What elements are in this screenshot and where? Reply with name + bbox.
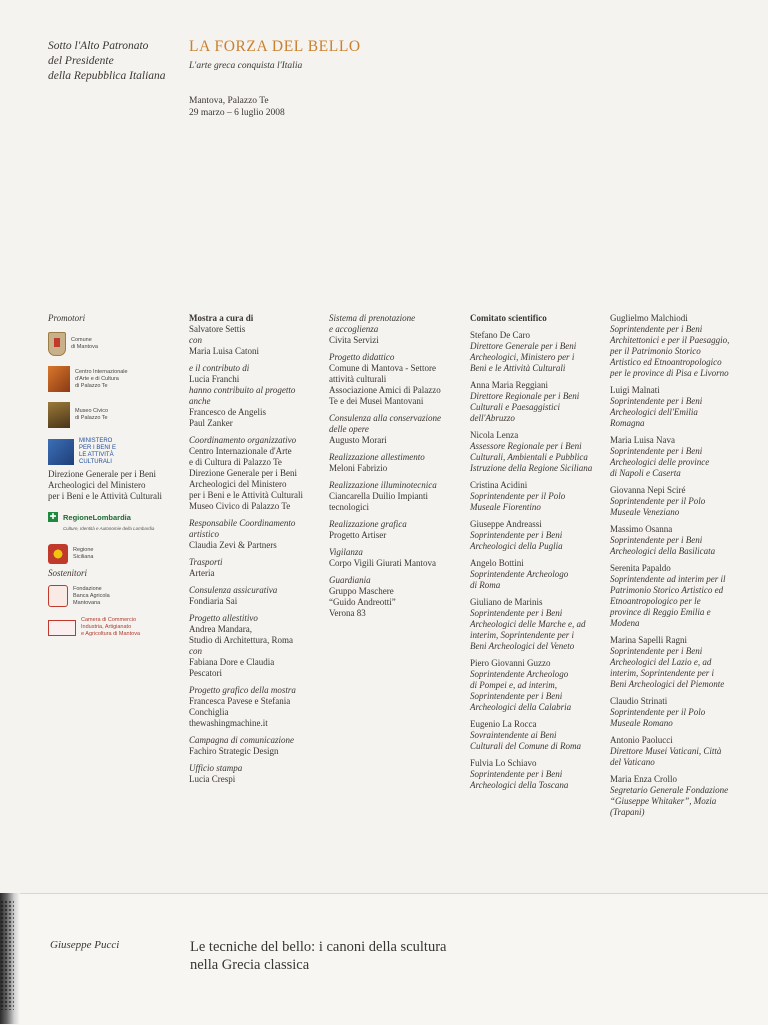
logo-text: CULTURALI xyxy=(79,459,112,465)
name-line: Fondiaria Sai xyxy=(189,596,238,606)
role-line: Ufficio stampa xyxy=(189,763,243,773)
exhibition-place: Mantova, Palazzo Te xyxy=(189,96,269,106)
exhibition-title: LA FORZA DEL BELLO xyxy=(189,38,361,55)
role-line: (Trapani) xyxy=(610,807,645,817)
name-line: Eugenio La Rocca xyxy=(470,719,537,729)
role-line: Beni e le Attività Culturali xyxy=(470,363,566,373)
role-line: Romagna xyxy=(610,418,645,428)
role-line: per il Patrimonio Storico xyxy=(610,346,701,356)
role-line: Archeologici della Toscana xyxy=(470,780,569,790)
role-line: province di Reggio Emilia e xyxy=(610,607,711,617)
name-line: Maria Luisa Nava xyxy=(610,435,675,445)
role-line: Culturali del Comune di Roma xyxy=(470,741,581,751)
centro-logo-icon xyxy=(48,366,70,392)
role-line: Soprintendente per il Polo xyxy=(610,496,706,506)
name-line: Giovanna Nepi Sciré xyxy=(610,485,686,495)
scientific-committee-column-2 xyxy=(610,313,760,818)
role-line: Soprintendente per il Polo xyxy=(470,491,566,501)
name-line: Marina Sapelli Ragni xyxy=(610,635,687,645)
regione-sicilia-logo xyxy=(48,544,173,564)
patronage-line: Sotto l'Alto Patronato xyxy=(48,40,149,52)
role-line: Sovraintendente ai Beni xyxy=(470,730,557,740)
role-line: Museale Veneziano xyxy=(610,507,680,517)
exhibition-dates: 29 marzo – 6 luglio 2008 xyxy=(189,108,285,118)
museo-civico-logo xyxy=(48,402,173,428)
name-line: Augusto Morari xyxy=(329,435,387,445)
role-line: anche xyxy=(189,396,211,406)
credits-column-services xyxy=(329,313,459,619)
role-line: Artistico ed Etnoantropologico xyxy=(610,357,722,367)
role-line: Sistema di prenotazione xyxy=(329,313,416,323)
role-line: dell'Abruzzo xyxy=(470,413,515,423)
role-line: Istruzione della Regione Siciliana xyxy=(470,463,593,473)
name-line: Cristina Acidini xyxy=(470,480,528,490)
name-line: Maria Enza Crollo xyxy=(610,774,677,784)
fondazione-logo xyxy=(48,585,173,607)
role-line: delle opere xyxy=(329,424,369,434)
name-line: Museo Civico di Palazzo Te xyxy=(189,501,291,511)
name-line: Fulvia Lo Schiavo xyxy=(470,758,537,768)
name-line: Lucia Crespi xyxy=(189,774,236,784)
role-line: Progetto didattico xyxy=(329,352,395,362)
role-line: Consulenza assicurativa xyxy=(189,585,278,595)
role-line: Progetto grafico della mostra xyxy=(189,685,296,695)
role-line: del Vaticano xyxy=(610,757,655,767)
name-line: Guglielmo Malchiodi xyxy=(610,313,688,323)
name-line: Meloni Fabrizio xyxy=(329,463,388,473)
role-line: Archeologici della Calabria xyxy=(470,702,572,712)
role-line: Soprintendente per i Beni xyxy=(470,769,563,779)
logo-text: Industria, Artigianato xyxy=(81,624,132,630)
name-line: Archeologici del Ministero xyxy=(189,479,287,489)
name-line: Francesca Pavese e Stefania xyxy=(189,696,291,706)
name-line: Antonio Paolucci xyxy=(610,735,673,745)
lombardia-cross-icon: ✚ xyxy=(49,512,57,521)
name-line: Claudio Strinati xyxy=(610,696,668,706)
name-line: per i Beni e le Attività Culturali xyxy=(189,490,303,500)
role-line: e il contributo di xyxy=(189,363,250,373)
chapter-title-line: Le tecniche del bello: i canoni della scultura xyxy=(190,939,447,955)
role-line: di Roma xyxy=(470,580,501,590)
logo-text: di Palazzo Te xyxy=(75,382,108,389)
name-line: Massimo Osanna xyxy=(610,524,673,534)
role-line: e accoglienza xyxy=(329,324,379,334)
chapter-title-line: nella Grecia classica xyxy=(190,957,310,973)
role-line: Soprintendente per i Beni xyxy=(610,324,703,334)
name-line: Giuseppe Andreassi xyxy=(470,519,542,529)
name-line: Comune di Mantova - Settore xyxy=(329,363,436,373)
text-line: Direzione Generale per i Beni xyxy=(48,469,156,479)
direzione-generale-text xyxy=(48,469,173,502)
patronage-line: della Repubblica Italiana xyxy=(48,70,166,82)
role-line: Campagna di comunicazione xyxy=(189,735,294,745)
section-heading: Mostra a cura di xyxy=(189,313,254,323)
name-line: Maria Luisa Catoni xyxy=(189,346,259,356)
role-line: Archeologici, Ministero per i xyxy=(470,352,575,362)
role-line: Soprintendente per il Polo xyxy=(610,707,706,717)
role-line: Assessore Regionale per i Beni xyxy=(470,441,582,451)
name-line: thewashingmachine.it xyxy=(189,718,268,728)
sostenitori-heading: Sostenitori xyxy=(48,568,88,578)
role-line: Patrimonio Storico Artistico ed xyxy=(610,585,724,595)
name-line: Fabiana Dore e Claudia xyxy=(189,657,275,667)
name-line: Associazione Amici di Palazzo xyxy=(329,385,441,395)
role-line: Soprintendente Archeologo xyxy=(470,669,569,679)
regione-lombardia-logo xyxy=(48,512,173,534)
role-line: Vigilanza xyxy=(329,547,363,557)
logo-text: RegioneLombardia xyxy=(63,513,131,522)
name-line: e di Cultura di Palazzo Te xyxy=(189,457,282,467)
section-heading: Comitato scientifico xyxy=(470,313,547,323)
name-line: Paul Zanker xyxy=(189,418,233,428)
logo-text: MINISTERO xyxy=(79,438,113,444)
name-line: Te e dei Musei Mantovani xyxy=(329,396,424,406)
name-line: Corpo Vigili Giurati Mantova xyxy=(329,558,437,568)
museo-logo-icon xyxy=(48,402,70,428)
role-line: interim, Soprintendente per i xyxy=(610,668,714,678)
role-line: Trasporti xyxy=(189,557,223,567)
name-line: Arteria xyxy=(189,568,215,578)
role-line: Guardiania xyxy=(329,575,371,585)
role-line: Soprintendente per i Beni xyxy=(610,446,703,456)
name-line: Direzione Generale per i Beni xyxy=(189,468,297,478)
name-line: “Guido Andreotti” xyxy=(329,597,396,607)
role-line: “Giuseppe Whitaker”, Mozia xyxy=(610,796,717,806)
role-line: Consulenza alla conservazione xyxy=(329,413,441,423)
camera-commercio-logo xyxy=(48,617,173,638)
role-line: Museale Fiorentino xyxy=(470,502,541,512)
logo-text: Comune xyxy=(71,337,92,343)
role-line: Soprintendente ad interim per il xyxy=(610,574,726,584)
promoters-column xyxy=(48,313,173,648)
role-line: Modena xyxy=(610,618,640,628)
name-line: attività culturali xyxy=(329,374,387,384)
name-line: Centro Internazionale d'Arte xyxy=(189,446,292,456)
role-line: Soprintendente per i Beni xyxy=(610,646,703,656)
name-line: Andrea Mandara, xyxy=(189,624,252,634)
role-line: Responsabile Coordinamento xyxy=(189,518,296,528)
name-line: Luigi Malnati xyxy=(610,385,660,395)
text-line: per i Beni e le Attività Culturali xyxy=(48,491,162,501)
role-line: Progetto allestitivo xyxy=(189,613,258,623)
logo-text: Mantovana xyxy=(73,599,101,606)
role-line: Soprintendente Archeologo xyxy=(470,569,569,579)
logo-text: PER I BENI E xyxy=(79,445,117,451)
role-line: Realizzazione grafica xyxy=(329,519,407,529)
name-line: Studio di Architettura, Roma xyxy=(189,635,293,645)
role-line: Museale Romano xyxy=(610,718,673,728)
patronage-line: del Presidente xyxy=(48,55,114,67)
centro-palazzo-te-logo xyxy=(48,366,173,392)
credits-column-curators xyxy=(189,313,319,785)
name-line: Ciancarella Duilio Impianti xyxy=(329,491,428,501)
trinacria-icon xyxy=(48,544,68,564)
name-line: Salvatore Settis xyxy=(189,324,246,334)
name-line: Pescatori xyxy=(189,668,222,678)
scientific-committee-column xyxy=(470,313,595,791)
name-line: Nicola Lenza xyxy=(470,430,519,440)
name-line: Angelo Bottini xyxy=(470,558,524,568)
role-line: Archeologici delle province xyxy=(610,457,710,467)
role-line: Culturali, Ambientali e Pubblica xyxy=(470,452,588,462)
role-line: Direttore Generale per i Beni xyxy=(470,341,577,351)
logo-text: Siciliana xyxy=(73,554,94,560)
role-line: Direttore Regionale per i Beni xyxy=(470,391,580,401)
name-line: Conchiglia xyxy=(189,707,229,717)
name-line: Fachiro Strategic Design xyxy=(189,746,279,756)
role-line: Direttore Musei Vaticani, Città xyxy=(610,746,722,756)
ministero-logo xyxy=(48,438,173,466)
role-line: Soprintendente per i Beni xyxy=(470,608,563,618)
role-line: Beni Archeologici del Piemonte xyxy=(610,679,725,689)
chapter-title xyxy=(190,938,446,974)
logo-text: di Palazzo Te xyxy=(75,415,108,421)
promoters-heading: Promotori xyxy=(48,313,86,323)
logo-text: Regione xyxy=(73,547,94,553)
role-line: Realizzazione illuminotecnica xyxy=(329,480,437,490)
role-line: Realizzazione allestimento xyxy=(329,452,425,462)
role-line: con xyxy=(189,646,202,656)
exhibition-subtitle: L'arte greca conquista l'Italia xyxy=(189,61,303,71)
role-line: Architettonici e per il Paesaggio, xyxy=(610,335,730,345)
role-line: Archeologici delle Marche e, ad xyxy=(470,619,586,629)
name-line: Stefano De Caro xyxy=(470,330,530,340)
role-line: di Napoli e Caserta xyxy=(610,468,681,478)
role-line: di Pompei e, ad interim, xyxy=(470,680,557,690)
name-line: Claudia Zevi & Partners xyxy=(189,540,277,550)
logo-text: LE ATTIVITÀ xyxy=(79,452,114,458)
logo-text: Fondazione xyxy=(73,585,102,592)
logo-text: Culture, Identità e Autonomie della Lombardia xyxy=(63,526,155,531)
name-line: Francesco de Angelis xyxy=(189,407,266,417)
logo-text: d'Arte e di Cultura xyxy=(75,375,119,382)
role-line: Etnoantropologico per le xyxy=(610,596,701,606)
ministero-logo-icon xyxy=(48,439,74,465)
role-line: Beni Archeologici del Veneto xyxy=(470,641,575,651)
role-line: Segretario Generale Fondazione xyxy=(610,785,729,795)
role-line: artistico xyxy=(189,529,220,539)
logo-text: Centro Internazionale xyxy=(75,368,128,375)
name-line: Progetto Artiser xyxy=(329,530,387,540)
role-line: Archeologici della Basilicata xyxy=(610,546,716,556)
fondazione-emblem-icon xyxy=(48,585,68,607)
name-line: Verona 83 xyxy=(329,608,366,618)
exhibition-venue xyxy=(189,95,285,119)
role-line: interim, Soprintendente per i xyxy=(470,630,574,640)
comune-crest-icon xyxy=(48,332,66,356)
role-line: Archeologici della Puglia xyxy=(470,541,563,551)
logo-text: e Agricoltura di Mantova xyxy=(81,631,141,637)
name-line: Serenita Papaldo xyxy=(610,563,671,573)
role-line: Soprintendente per i Beni xyxy=(470,691,563,701)
logo-text: di Mantova xyxy=(71,344,98,350)
name-line: Civita Servizi xyxy=(329,335,379,345)
logo-text: Museo Civico xyxy=(75,408,109,414)
name-line: Piero Giovanni Guzzo xyxy=(470,658,551,668)
role-line: per le province di Pisa e Livorno xyxy=(610,368,729,378)
role-line: Archeologici del Lazio e, ad xyxy=(610,657,712,667)
page-fold-texture xyxy=(0,900,14,1010)
role-line: Soprintendente per i Beni xyxy=(610,535,703,545)
name-line: Gruppo Maschere xyxy=(329,586,394,596)
name-line: tecnologici xyxy=(329,502,369,512)
camera-emblem-icon xyxy=(48,620,76,636)
text-line: Archeologici del Ministero xyxy=(48,480,146,490)
role-line: Soprintendente per i Beni xyxy=(610,396,703,406)
name-line: Lucia Franchi xyxy=(189,374,240,384)
role-line: Soprintendente per i Beni xyxy=(470,530,563,540)
patronage-block xyxy=(48,39,166,84)
role-line: Archeologici dell'Emilia xyxy=(610,407,698,417)
logo-text: Camera di Commercio xyxy=(81,617,137,623)
comune-mantova-logo xyxy=(48,332,173,356)
name-line: Anna Maria Reggiani xyxy=(470,380,548,390)
role-line: hanno contribuito al progetto xyxy=(189,385,296,395)
logo-text: Banca Agricola xyxy=(73,592,110,599)
role-line: Coordinamento organizzativo xyxy=(189,435,297,445)
role-line: Culturali e Paesaggistici xyxy=(470,402,560,412)
chapter-author: Giuseppe Pucci xyxy=(50,939,120,951)
name-line: Giuliano de Marinis xyxy=(470,597,543,607)
role-line: con xyxy=(189,335,202,345)
